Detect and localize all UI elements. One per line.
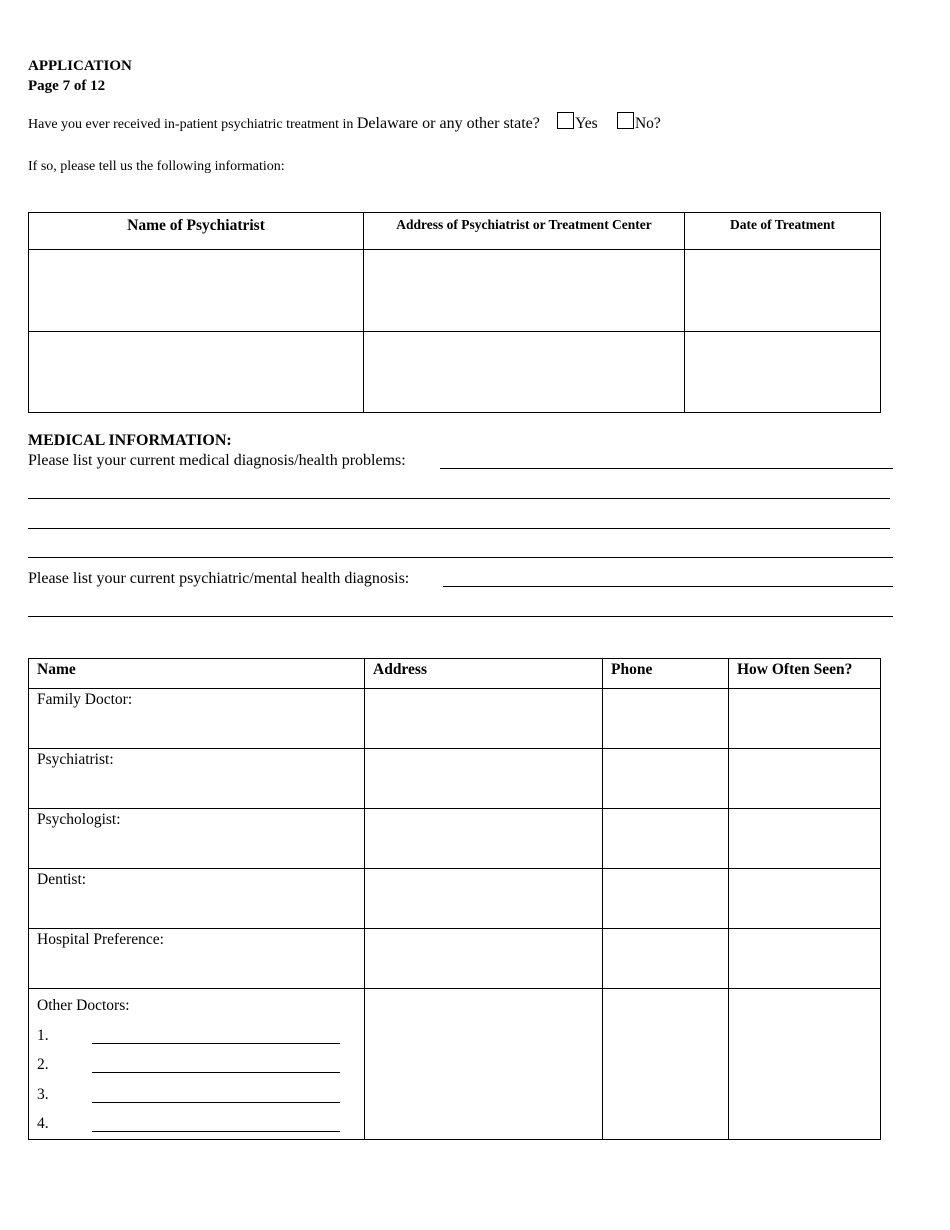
cell[interactable] [603, 869, 729, 929]
col-address: Address of Psychiatrist or Treatment Center [364, 213, 685, 250]
col-psychiatrist-name: Name of Psychiatrist [29, 213, 364, 250]
providers-table [28, 658, 881, 1140]
cell[interactable] [365, 689, 603, 749]
other-doctor-number: 2. [37, 1056, 49, 1073]
diagnosis-line-4[interactable] [28, 557, 893, 558]
psych-line-1[interactable] [443, 586, 893, 587]
cell[interactable] [729, 689, 881, 749]
other-doctor-line-3[interactable] [92, 1086, 340, 1103]
diagnosis-label: Please list your current medical diagnosis/health problems: [28, 452, 406, 469]
dentist-label: Dentist: [29, 869, 365, 929]
hospital-preference-label: Hospital Preference: [29, 929, 365, 989]
cell[interactable] [365, 749, 603, 809]
cell-date-1[interactable] [685, 250, 881, 332]
col-date: Date of Treatment [685, 213, 881, 250]
no-label: No? [634, 115, 661, 132]
form-title: APPLICATION [28, 58, 132, 74]
yes-label: Yes [575, 115, 598, 132]
other-doctor-line-2[interactable] [92, 1056, 340, 1073]
cell[interactable] [729, 749, 881, 809]
other-doctor-number: 3. [37, 1085, 49, 1103]
treatment-row [29, 332, 881, 413]
col-phone: Phone [603, 659, 729, 689]
other-doctor-number: 4. [37, 1115, 49, 1132]
cell[interactable] [603, 989, 729, 1140]
diagnosis-line-3[interactable] [28, 528, 890, 529]
followup-instruction: If so, please tell us the following information: [28, 159, 285, 174]
table-row [29, 869, 881, 929]
table-row [29, 809, 881, 869]
psychologist-label: Psychologist: [29, 809, 365, 869]
question-text-a: Have you ever received in-patient psychiatric treatment in [28, 117, 357, 132]
cell[interactable] [603, 689, 729, 749]
cell[interactable] [603, 809, 729, 869]
psychiatrist-label: Psychiatrist: [29, 749, 365, 809]
col-address: Address [365, 659, 603, 689]
col-name: Name [29, 659, 365, 689]
no-checkbox[interactable] [617, 112, 634, 129]
question-text-b: Delaware or any other state? [356, 115, 540, 132]
other-doctor-number: 1. [37, 1026, 49, 1044]
other-doctor-line-4[interactable] [92, 1115, 340, 1132]
other-doctors-label: Other Doctors: [37, 997, 130, 1014]
cell-date-2[interactable] [685, 332, 881, 413]
cell-name-1[interactable] [29, 250, 364, 332]
diagnosis-line-2[interactable] [28, 498, 890, 499]
cell[interactable] [603, 749, 729, 809]
cell[interactable] [365, 809, 603, 869]
medical-section-title: MEDICAL INFORMATION: [28, 432, 232, 449]
table-row [29, 749, 881, 809]
other-doctor-line-1[interactable] [92, 1027, 340, 1044]
treatment-row [29, 250, 881, 332]
page-indicator: Page 7 of 12 [28, 78, 106, 94]
cell[interactable] [729, 989, 881, 1140]
table-row [29, 989, 881, 1140]
cell[interactable] [365, 929, 603, 989]
cell-address-2[interactable] [364, 332, 685, 413]
table-row [29, 689, 881, 749]
cell[interactable] [365, 989, 603, 1140]
cell[interactable] [729, 929, 881, 989]
yes-checkbox[interactable] [557, 112, 574, 129]
cell-address-1[interactable] [364, 250, 685, 332]
cell[interactable] [729, 809, 881, 869]
family-doctor-label: Family Doctor: [29, 689, 365, 749]
inpatient-question [28, 112, 661, 133]
cell[interactable] [365, 869, 603, 929]
other-doctors-cell [29, 989, 365, 1140]
cell-name-2[interactable] [29, 332, 364, 413]
col-frequency: How Often Seen? [729, 659, 881, 689]
diagnosis-line-1[interactable] [440, 468, 893, 469]
psych-diagnosis-label: Please list your current psychiatric/mental health diagnosis: [28, 570, 410, 587]
cell[interactable] [729, 869, 881, 929]
cell[interactable] [603, 929, 729, 989]
psych-line-2[interactable] [28, 616, 893, 617]
treatment-table [28, 212, 881, 413]
table-row [29, 929, 881, 989]
